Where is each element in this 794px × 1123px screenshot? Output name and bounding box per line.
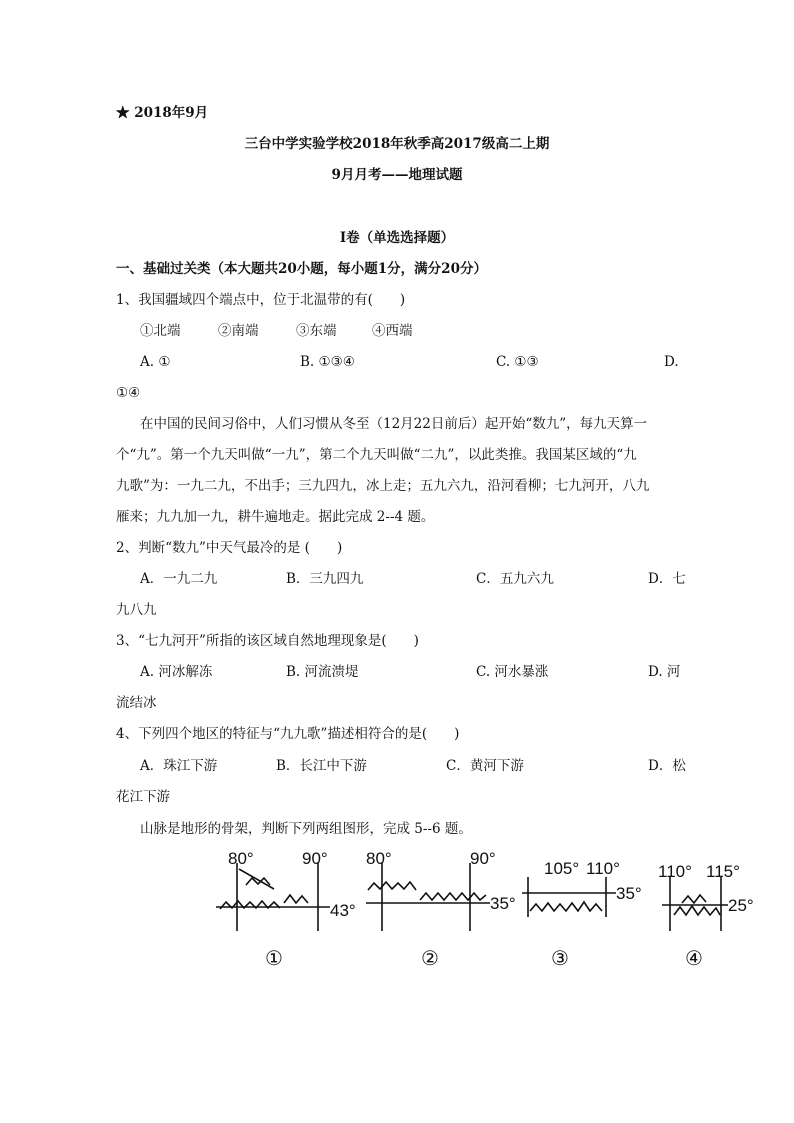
longitude-label: 105° — [544, 859, 580, 878]
longitude-label: 90° — [470, 849, 496, 868]
mountain-range — [530, 902, 602, 911]
exam-title: 9月月考——地理试题 — [331, 167, 463, 183]
passage-line: 在中国的民间习俗中，人们习惯从冬至（12月22日前后）起开始“数九”，每九天算一 — [140, 416, 648, 432]
longitude-label: 115° — [706, 862, 740, 881]
q2-option-a: A．一九二九 — [140, 571, 218, 587]
q1-stem: 1、我国疆域四个端点中，位于北温带的有( ) — [116, 292, 406, 308]
latitude-label: 35° — [616, 884, 642, 903]
latitude-label: 43° — [330, 901, 356, 920]
q3-option-a: A. 河冰解冻 — [140, 664, 213, 680]
mountain-range — [420, 893, 486, 900]
longitude-label: 110° — [586, 859, 620, 878]
mountain-range — [368, 882, 416, 890]
q2-option-b: B．三九四九 — [286, 571, 364, 587]
q2-option-c: C．五九六九 — [476, 571, 554, 587]
q4-stem: 4、下列四个地区的特征与“九九歌”描述相符合的是( ) — [116, 726, 460, 742]
passage-line: 雁来；九九加一九，耕牛遍地走。据此完成 2--4 题。 — [116, 509, 435, 525]
q4-option-a: A．珠江下游 — [140, 758, 218, 774]
q1-item: ③东端 — [296, 323, 337, 339]
section-title: 一、基础过关类（本大题共20小题，每小题1分，满分20分） — [116, 261, 487, 277]
panel-label: ② — [421, 948, 439, 970]
panel-label: ① — [265, 948, 283, 970]
longitude-label: 80° — [366, 849, 392, 868]
volume-title: Ⅰ卷（单选选择题） — [339, 230, 455, 246]
mountain-range — [682, 895, 706, 903]
mountain-range — [674, 906, 720, 915]
q1-option-c: C. ①③ — [496, 354, 539, 370]
q2-stem: 2、判断“数九”中天气最冷的是 ( ) — [116, 540, 343, 556]
panel-label: ③ — [551, 948, 569, 970]
q1-option-d-cont: ①④ — [116, 385, 141, 401]
q4-option-d-cont: 花江下游 — [116, 789, 170, 805]
q4-option-b: B．长江中下游 — [276, 758, 367, 774]
q3-option-c: C. 河水暴涨 — [476, 664, 549, 680]
q1-option-d: D. — [664, 354, 679, 370]
q1-option-b: B. ①③④ — [300, 354, 355, 370]
q4-option-d: D．松 — [648, 758, 686, 774]
date-line: ★ 2018年9月 — [116, 105, 209, 121]
mountain-range — [284, 895, 308, 903]
latitude-label: 25° — [728, 896, 754, 915]
q3-stem: 3、“七九河开”所指的该区域自然地理现象是( ) — [116, 633, 419, 649]
mountain-figure — [0, 845, 794, 975]
passage-line: 九歌”为：一九二九，不出手；三九四九，冰上走；五九六九，沿河看柳；七九河开，八九 — [116, 478, 650, 494]
mountain-intro: 山脉是地形的骨架，判断下列两组图形，完成 5--6 题。 — [140, 821, 472, 837]
longitude-label: 80° — [228, 849, 254, 868]
q1-item: ②南端 — [218, 323, 259, 339]
q3-option-d-cont: 流结冰 — [116, 695, 157, 711]
longitude-label: 110° — [658, 862, 692, 881]
q3-option-d: D. 河 — [648, 664, 681, 680]
q1-item: ①北端 — [140, 323, 181, 339]
q1-item: ④西端 — [372, 323, 413, 339]
q4-option-c: C．黄河下游 — [446, 758, 524, 774]
passage-line: 个“九”。第一个九天叫做“一九”，第二个九天叫做“二九”，以此类推。我国某区域的“九 — [116, 447, 637, 463]
panel-label: ④ — [685, 948, 703, 970]
q1-option-a: A. ① — [140, 354, 171, 370]
longitude-label: 90° — [302, 849, 328, 868]
q2-option-d: D．七 — [648, 571, 686, 587]
q3-option-b: B. 河流溃堤 — [286, 664, 359, 680]
school-title: 三台中学实验学校2018年秋季高2017级高二上期 — [244, 136, 550, 152]
latitude-label: 35° — [490, 894, 516, 913]
q2-option-d-cont: 九八九 — [116, 602, 157, 618]
